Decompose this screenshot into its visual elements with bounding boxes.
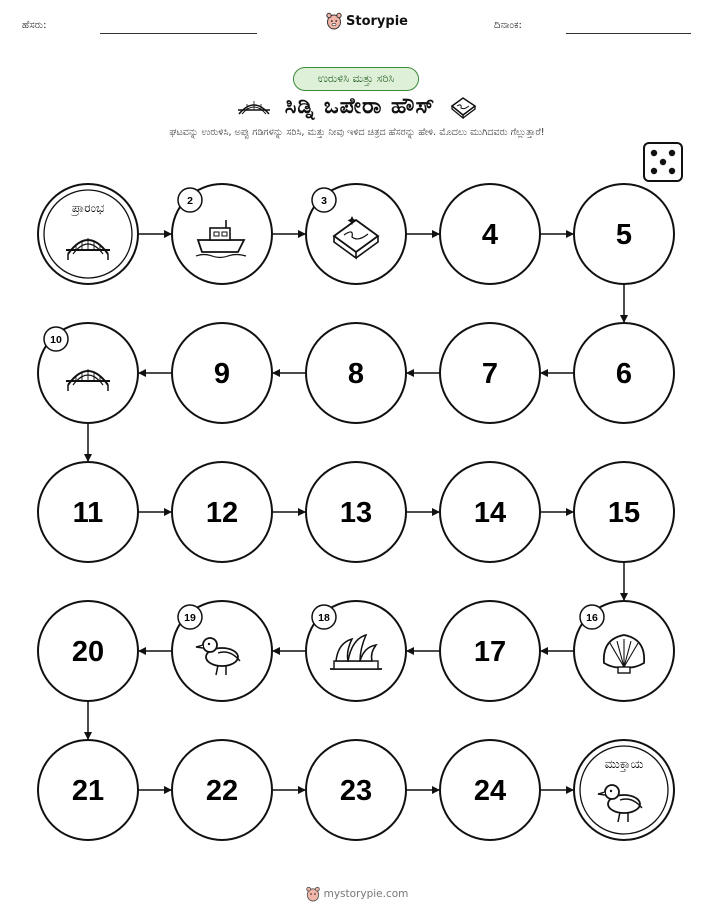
brand-name: Storypie: [346, 13, 408, 29]
board-space-16[interactable]: [574, 601, 674, 701]
board-space-25[interactable]: [574, 740, 674, 840]
space-number: 24: [473, 775, 507, 807]
space-number: 8: [347, 358, 365, 390]
board-space-8[interactable]: [306, 323, 406, 423]
space-number: 5: [615, 219, 633, 251]
space-number: 4: [481, 219, 499, 251]
board-space-3[interactable]: [306, 184, 406, 284]
board-space-13[interactable]: [306, 462, 406, 562]
board-space-11[interactable]: [38, 462, 138, 562]
footer: [0, 886, 714, 902]
board-space-9[interactable]: [172, 323, 272, 423]
footer-site[interactable]: mystorypie.com: [323, 888, 409, 900]
board-space-17[interactable]: [440, 601, 540, 701]
space-number: 9: [213, 358, 231, 390]
board-space-4[interactable]: [440, 184, 540, 284]
game-type-badge: ಉರುಳಿಸಿ ಮತ್ತು ಸರಿಸಿ: [293, 67, 419, 91]
start-label: ಪ್ರಾರಂಭ: [71, 201, 105, 215]
board-space-23[interactable]: [306, 740, 406, 840]
board-space-10[interactable]: [38, 323, 138, 423]
board-space-6[interactable]: [574, 323, 674, 423]
instructions: ಘಟವನ್ನು ಉರುಳಿಸಿ, ಅಪ್ಪು ಗಡಿಗಳನ್ನು ಸರಿಸಿ, ಮತ್ತು ನೀವು ಇಳಿದ ಚಿತ್ರದ ಹೆಸರನ್ನು ಹೇಳಿ. ಮೊದಲು ಮುಗಿದವರು ಗೆಲ್ಲುತ್ತಾರೆ!: [169, 127, 545, 138]
board-space-12[interactable]: [172, 462, 272, 562]
name-label: ಹೆಸರು:: [22, 20, 47, 31]
page-title: ಸಿಡ್ನಿ ಒಪೇರಾ ಹೌಸ್: [284, 94, 436, 119]
space-number: 11: [72, 497, 104, 529]
board-space-22[interactable]: [172, 740, 272, 840]
space-number: 15: [607, 497, 641, 529]
space-number: 23: [339, 775, 373, 807]
date-label: ದಿನಾಂಕ:: [494, 20, 522, 31]
space-number: 13: [339, 497, 373, 529]
space-number: 20: [71, 636, 105, 668]
space-number-badge: 3: [321, 195, 327, 207]
space-number-badge: 2: [187, 195, 193, 207]
board-space-20[interactable]: [38, 601, 138, 701]
space-number: 14: [473, 497, 507, 529]
space-number-badge: 16: [586, 612, 598, 624]
space-number: 17: [473, 636, 507, 668]
board-space-15[interactable]: [574, 462, 674, 562]
board-space-5[interactable]: [574, 184, 674, 284]
space-number: 22: [205, 775, 239, 807]
board-space-19[interactable]: [172, 601, 272, 701]
space-number: 7: [481, 358, 499, 390]
board-space-1[interactable]: [38, 184, 138, 284]
storypie-mascot-icon: [306, 886, 320, 902]
space-number: 12: [205, 497, 239, 529]
board-space-14[interactable]: [440, 462, 540, 562]
board-space-7[interactable]: [440, 323, 540, 423]
finish-label: ಮುಕ್ತಾಯ: [604, 757, 644, 771]
space-number-badge: 10: [50, 334, 62, 346]
space-number: 6: [615, 358, 633, 390]
space-number: 21: [71, 775, 105, 807]
board-space-24[interactable]: [440, 740, 540, 840]
board-space-2[interactable]: [172, 184, 272, 284]
board-space-21[interactable]: [38, 740, 138, 840]
space-number-badge: 18: [318, 612, 330, 624]
board-space-18[interactable]: [306, 601, 406, 701]
space-number-badge: 19: [184, 612, 196, 624]
